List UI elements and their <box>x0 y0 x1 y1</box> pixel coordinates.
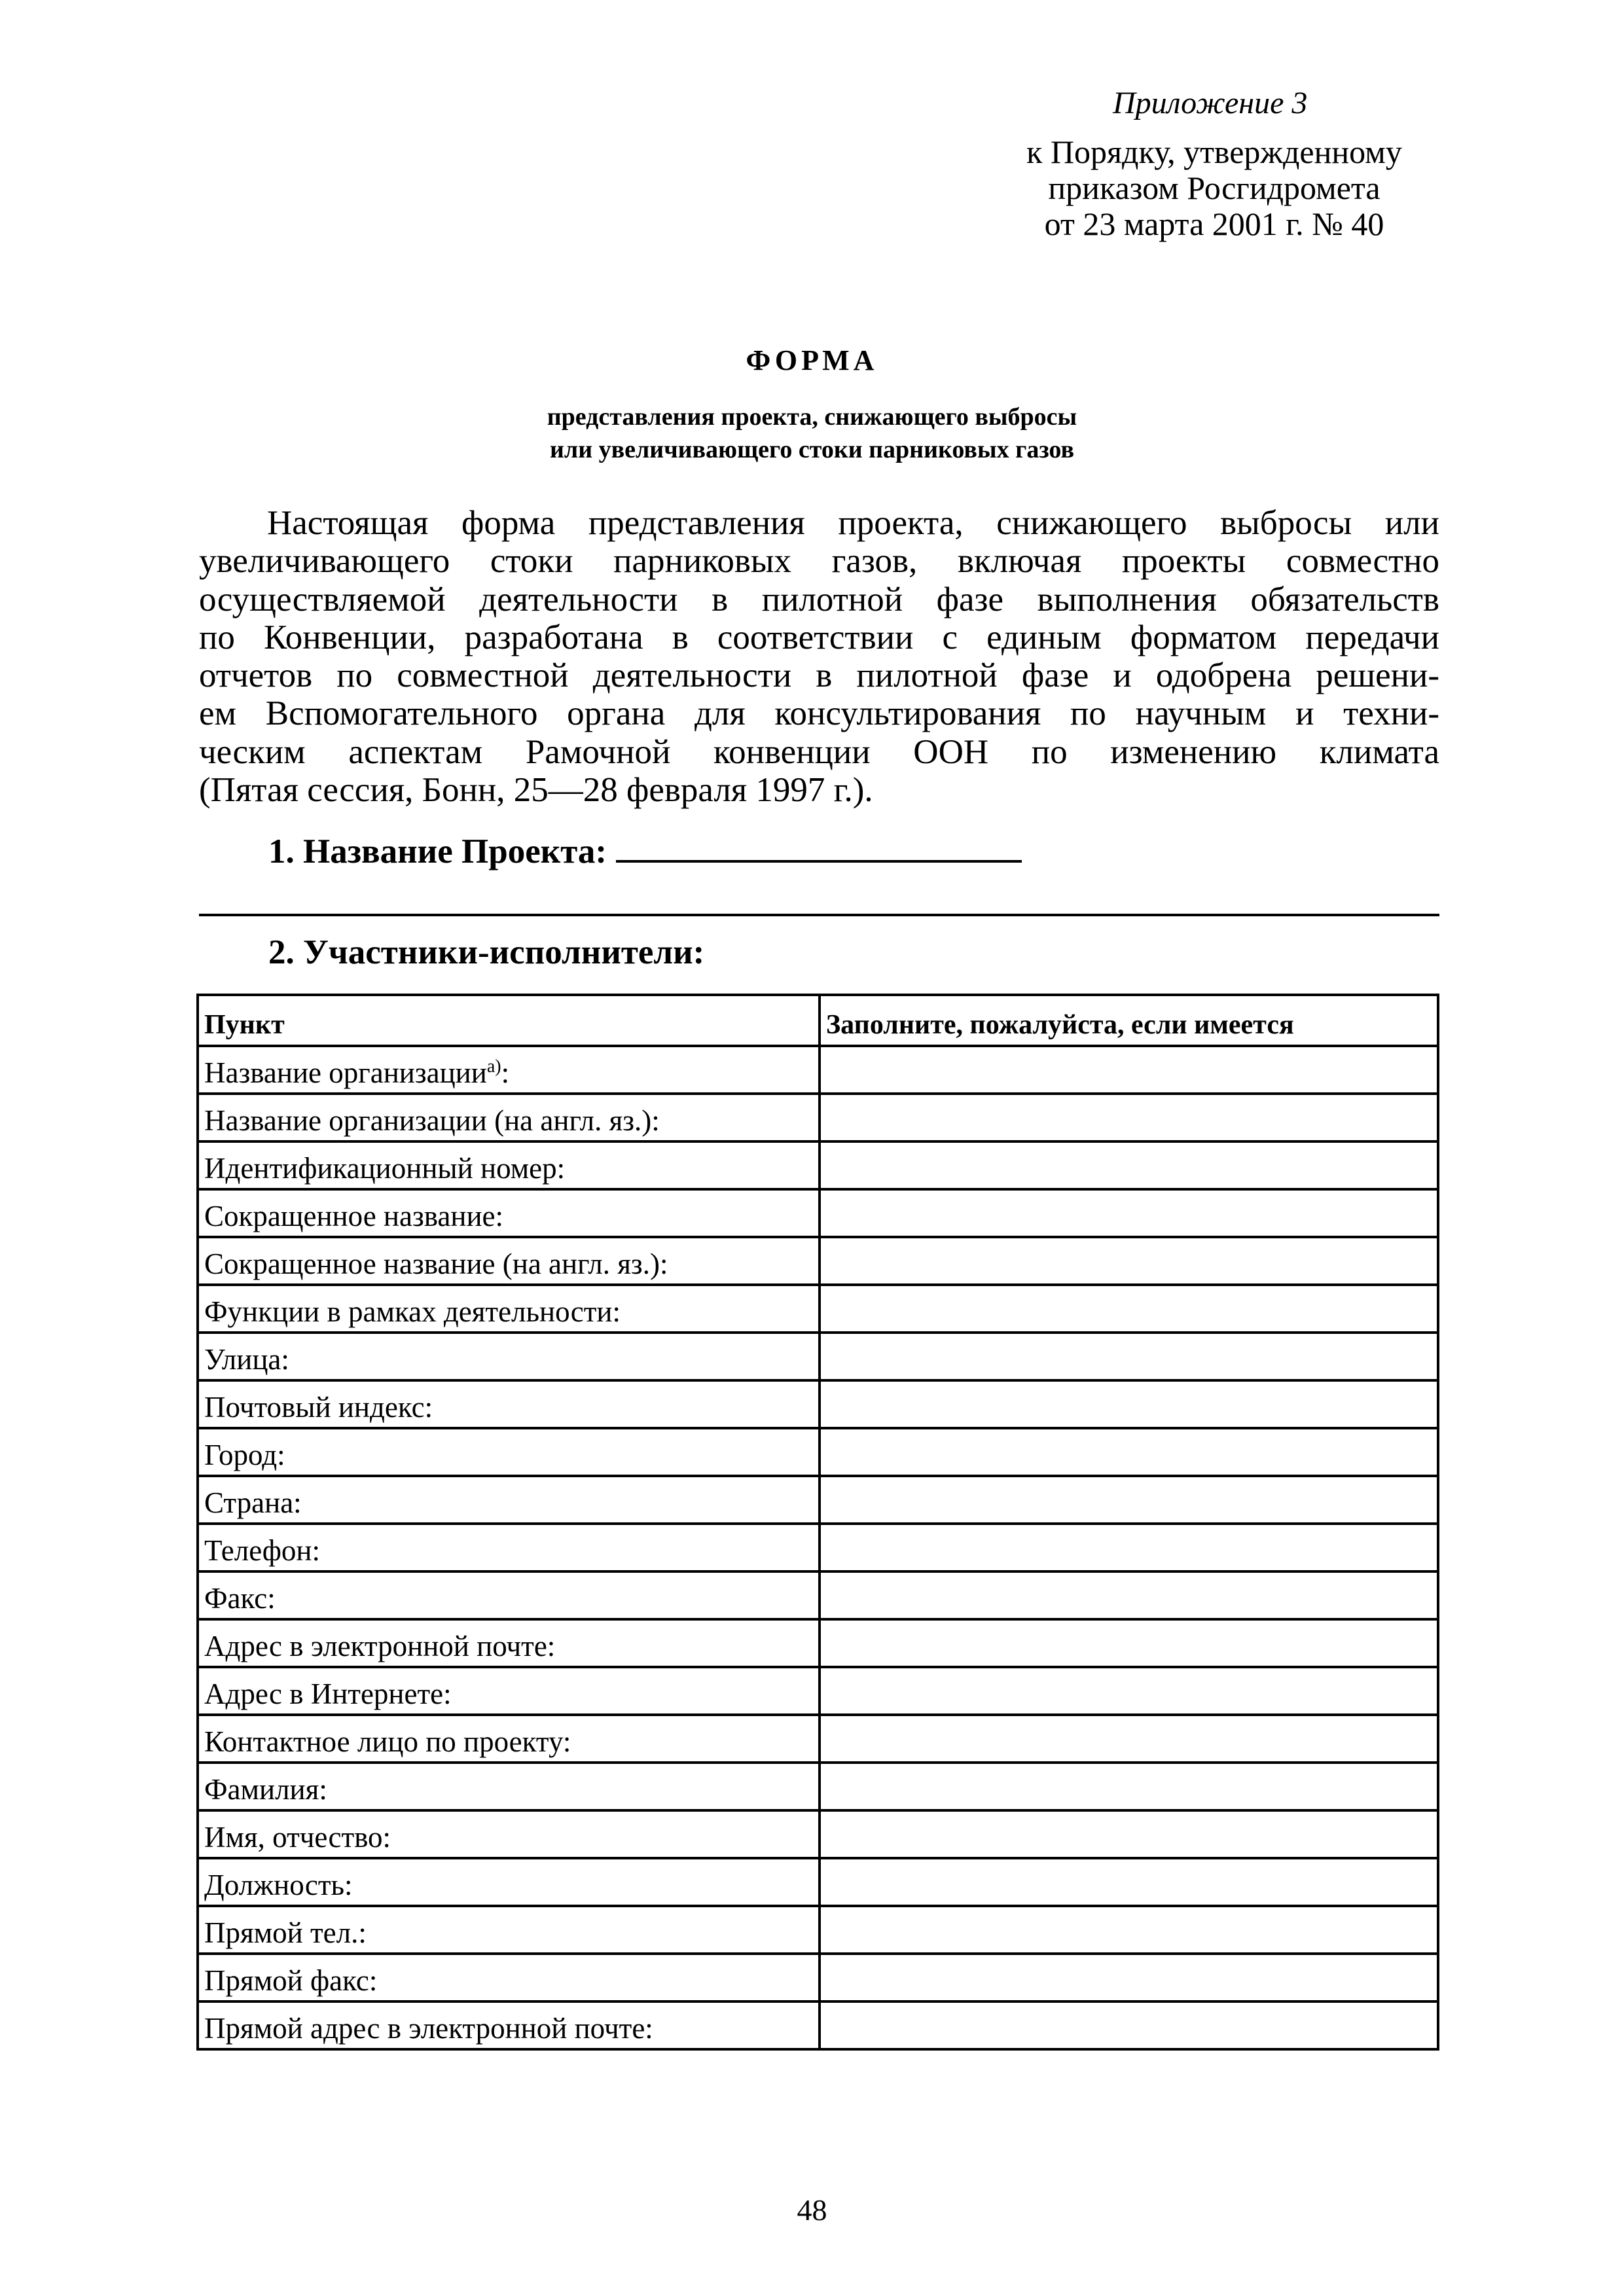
row-value-field[interactable] <box>820 1571 1438 1619</box>
row-label-text: Сокращенное название (на англ. яз.): <box>204 1247 668 1280</box>
row-label <box>198 1906 820 1954</box>
row-value-field[interactable] <box>820 1285 1438 1333</box>
project-name-label: 1. Название Проекта: <box>268 833 607 870</box>
paragraph-line: ческим аспектам Рамочной конвенции ООН по изменению климата <box>199 732 1439 771</box>
table-row <box>198 1237 1438 1285</box>
table-row <box>198 1189 1438 1237</box>
row-value-field[interactable] <box>820 1858 1438 1906</box>
row-value-field[interactable] <box>820 1237 1438 1285</box>
table-row <box>198 1906 1438 1954</box>
row-label <box>198 1524 820 1571</box>
form-subtitle <box>0 401 1624 466</box>
row-label <box>198 1428 820 1476</box>
table-row <box>198 1380 1438 1428</box>
row-label-text: Факс: <box>204 1582 276 1615</box>
row-label-text: Фамилия: <box>204 1773 327 1806</box>
participants-heading: 2. Участники-исполнители: <box>268 933 705 971</box>
row-label <box>198 1094 820 1141</box>
appendix-label: Приложение 3 <box>1113 86 1308 120</box>
row-label <box>198 1571 820 1619</box>
participants-table <box>196 994 1439 2051</box>
form-title: ФОРМА <box>746 344 878 376</box>
row-label <box>198 2001 820 2049</box>
table-row <box>198 1046 1438 1094</box>
table-row <box>198 1715 1438 1763</box>
table-row <box>198 1763 1438 1810</box>
row-value-field[interactable] <box>820 2001 1438 2049</box>
row-label-text: Почтовый индекс: <box>204 1391 433 1424</box>
row-label <box>198 1141 820 1189</box>
row-label-text: Функции в рамках деятельности: <box>204 1295 621 1328</box>
row-value-field[interactable] <box>820 1524 1438 1571</box>
row-value-field[interactable] <box>820 1763 1438 1810</box>
row-label <box>198 1189 820 1237</box>
row-label-text: Страна: <box>204 1486 302 1519</box>
row-value-field[interactable] <box>820 1380 1438 1428</box>
table-header-row <box>198 995 1438 1046</box>
row-value-field[interactable] <box>820 1476 1438 1524</box>
project-name-field[interactable] <box>616 830 1022 863</box>
reference-line: от 23 марта 2001 г. № 40 <box>1044 206 1384 242</box>
table-row <box>198 1571 1438 1619</box>
table-row <box>198 1285 1438 1333</box>
header-fill: Заполните, пожалуйста, если имеется <box>820 995 1438 1046</box>
paragraph-line: отчетов по совместной деятельности в пилотной фазе и одобрена решени- <box>199 656 1439 695</box>
paragraph-line: осуществляемой деятельности в пилотной фазе выполнения обязательств <box>199 580 1439 619</box>
row-value-field[interactable] <box>820 1619 1438 1667</box>
row-value-field[interactable] <box>820 1428 1438 1476</box>
paragraph-line: Настоящая форма представления проекта, снижающего выбросы или <box>267 504 1439 542</box>
row-label <box>198 1858 820 1906</box>
table-row <box>198 1476 1438 1524</box>
row-label-text: Название организации (на англ. яз.): <box>204 1104 660 1137</box>
row-label <box>198 1715 820 1763</box>
row-label <box>198 1476 820 1524</box>
paragraph-line: ем Вспомогательного органа для консультирования по научным и техни- <box>199 694 1439 733</box>
table-row <box>198 1094 1438 1141</box>
row-label-text: Прямой тел.: <box>204 1916 367 1949</box>
intro-paragraph <box>199 504 1439 809</box>
subtitle-line: или увеличивающего стоки парниковых газов <box>549 436 1074 463</box>
appendix-reference <box>943 134 1486 242</box>
label-suffix: : <box>501 1056 510 1089</box>
row-label-text: Телефон: <box>204 1534 320 1567</box>
row-label-text: Идентификационный номер: <box>204 1152 566 1185</box>
footnote-marker: а) <box>486 1056 501 1077</box>
row-label <box>198 1810 820 1858</box>
table-row <box>198 1333 1438 1380</box>
table-row <box>198 1524 1438 1571</box>
row-value-field[interactable] <box>820 1141 1438 1189</box>
page-number: 48 <box>797 2193 827 2227</box>
row-value-field[interactable] <box>820 1094 1438 1141</box>
row-value-field[interactable] <box>820 1189 1438 1237</box>
row-label-text: Название организации <box>204 1056 487 1089</box>
table-row <box>198 1858 1438 1906</box>
table-row <box>198 2001 1438 2049</box>
table-row <box>198 1810 1438 1858</box>
row-label-text: Адрес в Интернете: <box>204 1677 452 1710</box>
row-label <box>198 1380 820 1428</box>
row-value-field[interactable] <box>820 1906 1438 1954</box>
row-value-field[interactable] <box>820 1810 1438 1858</box>
row-label-text: Имя, отчество: <box>204 1821 391 1854</box>
row-value-field[interactable] <box>820 1333 1438 1380</box>
row-value-field[interactable] <box>820 1954 1438 2001</box>
row-label <box>198 1046 820 1094</box>
row-label-text: Сокращенное название: <box>204 1200 504 1232</box>
row-label <box>198 1954 820 2001</box>
row-label <box>198 1667 820 1715</box>
table-row <box>198 1141 1438 1189</box>
reference-line: приказом Росгидромета <box>1048 170 1380 206</box>
subtitle-line: представления проекта, снижающего выбросы <box>547 403 1077 431</box>
row-label-text: Должность: <box>204 1869 353 1901</box>
row-label-text: Контактное лицо по проекту: <box>204 1725 571 1758</box>
row-label <box>198 1237 820 1285</box>
row-label <box>198 1619 820 1667</box>
row-label <box>198 1763 820 1810</box>
row-label <box>198 1285 820 1333</box>
row-label-text: Прямой факс: <box>204 1964 378 1997</box>
paragraph-line: увеличивающего стоки парниковых газов, включая проекты совместно <box>199 542 1439 581</box>
table-row <box>198 1619 1438 1667</box>
project-name-section <box>268 830 1022 871</box>
row-value-field[interactable] <box>820 1667 1438 1715</box>
paragraph-line: (Пятая сессия, Бонн, 25—28 февраля 1997 г.). <box>199 771 873 810</box>
row-label <box>198 1333 820 1380</box>
row-value-field[interactable] <box>820 1046 1438 1094</box>
row-label-text: Город: <box>204 1439 285 1471</box>
header-item: Пункт <box>198 995 820 1046</box>
table-row <box>198 1428 1438 1476</box>
row-label-text: Адрес в электронной почте: <box>204 1630 556 1662</box>
table-row <box>198 1954 1438 2001</box>
table-row <box>198 1667 1438 1715</box>
paragraph-line: по Конвенции, разработана в соответствии с единым форматом передачи <box>199 618 1439 656</box>
row-label-text: Улица: <box>204 1343 289 1376</box>
row-label-text: Прямой адрес в электронной почте: <box>204 2012 653 2045</box>
reference-line: к Порядку, утвержденному <box>1026 134 1402 170</box>
row-value-field[interactable] <box>820 1715 1438 1763</box>
project-name-continuation-line[interactable] <box>199 914 1439 916</box>
